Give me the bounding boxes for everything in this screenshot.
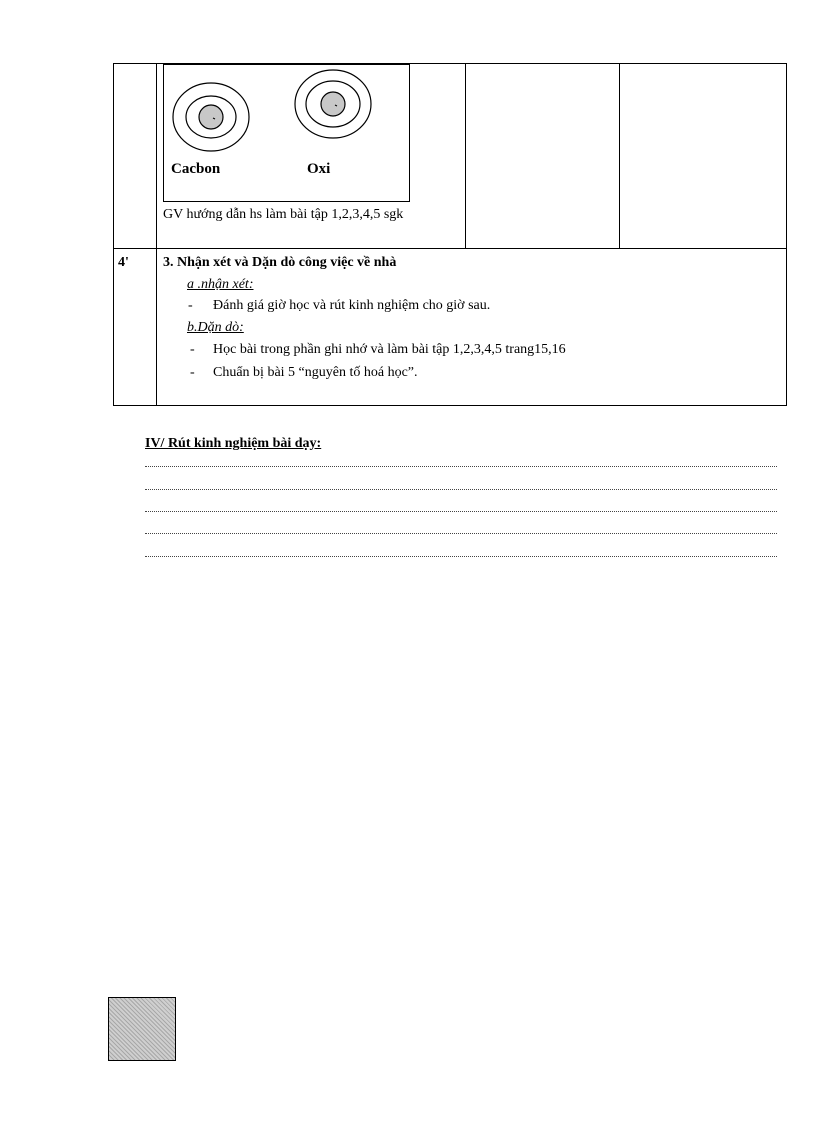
bullet-dash: - <box>190 365 195 380</box>
dotted-answer-line <box>145 511 777 512</box>
table-column-divider <box>465 64 466 248</box>
bullet-dash: - <box>188 298 193 313</box>
subheading-comments: a .nhận xét: <box>187 277 254 292</box>
oxygen-label: Oxi <box>307 161 331 177</box>
activity-heading: 3. Nhận xét và Dặn dò công việc về nhà <box>163 255 397 270</box>
dotted-answer-line <box>145 533 777 534</box>
bullet-prepare-lesson: Chuẩn bị bài 5 “nguyên tố hoá học”. <box>213 365 418 380</box>
table-column-divider <box>619 64 620 248</box>
bullet-dash: - <box>190 342 195 357</box>
footer-pattern-box <box>108 997 176 1061</box>
oxygen-atom <box>295 70 371 138</box>
exercise-instruction: GV hướng dẫn hs làm bài tập 1,2,3,4,5 sgk <box>163 207 404 222</box>
section-title: IV/ Rút kinh nghiệm bài dạy: <box>145 436 322 451</box>
table-row-divider <box>114 248 786 249</box>
table-column-divider <box>156 64 157 405</box>
dotted-answer-line <box>145 466 777 467</box>
bullet-evaluate-lesson: Đánh giá giờ học và rút kinh nghiệm cho giờ sau. <box>213 298 491 313</box>
atom-diagram <box>163 64 410 202</box>
bullet-study-exercises: Học bài trong phần ghi nhớ và làm bài tập 1,2,3,4,5 trang15,16 <box>213 342 566 357</box>
carbon-atom <box>173 83 249 151</box>
subheading-homework: b.Dặn dò: <box>187 320 244 335</box>
carbon-label: Cacbon <box>171 161 221 177</box>
dotted-answer-line <box>145 489 777 490</box>
dotted-answer-line <box>145 556 777 557</box>
time-cell: 4' <box>118 255 129 270</box>
atom-diagram-svg <box>163 64 410 202</box>
